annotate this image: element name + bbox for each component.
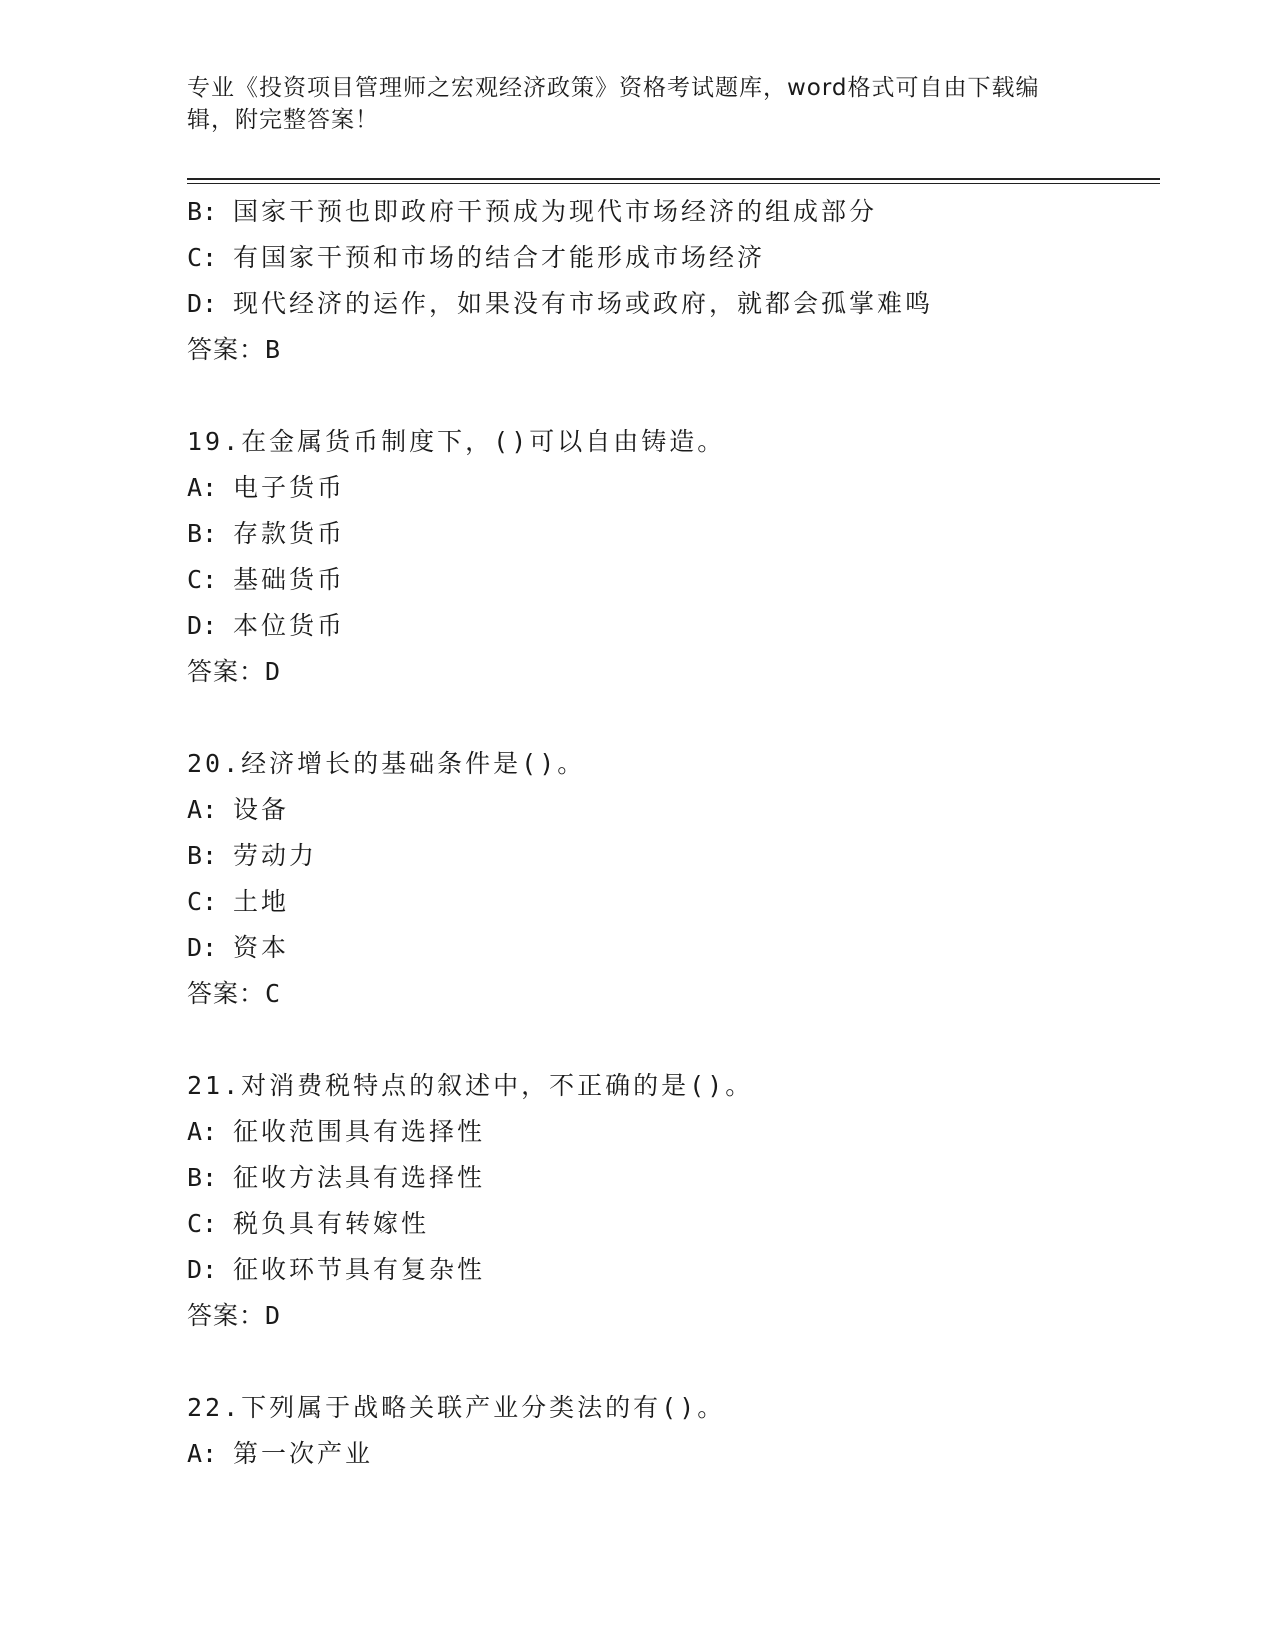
question-19	[187, 419, 1157, 695]
question-21	[187, 1063, 1157, 1339]
option-c: C: 税负具有转嫁性	[187, 1209, 430, 1238]
question-stem: 19.在金属货币制度下，()可以自由铸造。	[187, 427, 726, 456]
answer-line: 答案：C	[187, 979, 281, 1008]
option-b: B: 国家干预也即政府干预成为现代市场经济的组成部分	[187, 197, 878, 226]
option-a: A: 征收范围具有选择性	[187, 1117, 486, 1146]
option-d: D: 征收环节具有复杂性	[187, 1255, 486, 1284]
answer-line: 答案：B	[187, 335, 281, 364]
document-header	[187, 72, 1077, 136]
answer-line: 答案：D	[187, 1301, 281, 1330]
question-20	[187, 741, 1157, 1017]
option-c: C: 有国家干预和市场的结合才能形成市场经济	[187, 243, 766, 272]
question-18-continued	[187, 189, 1157, 373]
option-d: D: 本位货币	[187, 611, 346, 640]
question-stem: 20.经济增长的基础条件是()。	[187, 749, 586, 778]
option-c: C: 基础货币	[187, 565, 346, 594]
header-line-2: 辑，附完整答案！	[187, 107, 379, 133]
option-d: D: 现代经济的运作，如果没有市场或政府，就都会孤掌难鸣	[187, 289, 934, 318]
option-c: C: 土地	[187, 887, 290, 916]
header-line-1: 专业《投资项目管理师之宏观经济政策》资格考试题库，word格式可自由下载编	[187, 75, 1040, 101]
header-rule-thick	[187, 178, 1160, 180]
option-b: B: 存款货币	[187, 519, 346, 548]
option-b: B: 征收方法具有选择性	[187, 1163, 486, 1192]
question-stem: 22.下列属于战略关联产业分类法的有()。	[187, 1393, 726, 1422]
option-a: A: 设备	[187, 795, 290, 824]
option-a: A: 第一次产业	[187, 1439, 374, 1468]
question-content	[187, 189, 1157, 1477]
option-b: B: 劳动力	[187, 841, 318, 870]
option-d: D: 资本	[187, 933, 290, 962]
question-stem: 21.对消费税特点的叙述中，不正确的是()。	[187, 1071, 754, 1100]
header-rule-thin	[187, 183, 1160, 184]
option-a: A: 电子货币	[187, 473, 346, 502]
answer-line: 答案：D	[187, 657, 281, 686]
question-22	[187, 1385, 1157, 1477]
